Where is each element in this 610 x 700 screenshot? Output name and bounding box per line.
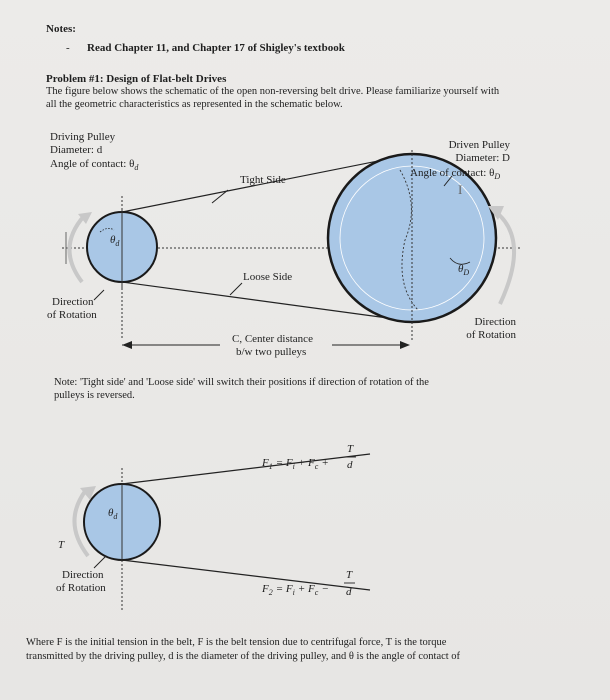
notes-item: Read Chapter 11, and Chapter 17 of Shigley's textbook [87,42,345,54]
driving-dir-leader [94,290,104,300]
driven-pulley-title: Driven Pulley [448,139,510,151]
footer-line-1: Where F is the initial tension in the belt, F is the belt tension due to centrifugal force, T is the torque [26,637,447,648]
f1-equation [261,457,329,471]
problem-text-line-1: The figure below shows the schematic of the open non-reversing belt drive. Please familiarize yourself with [46,86,500,97]
loose-side-leader [230,283,242,295]
force-theta: θ [108,507,114,519]
driven-rotation-arrow [496,212,514,304]
force-dir-leader [94,556,106,568]
center-distance-label-2: b/w two pulleys [236,346,307,358]
driving-pulley-diameter: Diameter: d [50,144,103,156]
f2-fraction-num: T [346,569,353,581]
driven-theta-sub: D [463,268,470,277]
f2-plus: + F [297,583,315,595]
text-cursor-icon: I [458,182,463,197]
f2-lhs: F [262,583,269,595]
f2-equation [261,583,329,597]
f2-rhs: = F [275,583,293,595]
center-distance-label-1: C, Center distance [232,333,313,345]
f1-rhs: = F [275,457,293,469]
notes-heading: Notes: [46,23,76,35]
driving-angle-text: Angle of contact: θ [50,158,135,170]
f1-plus: + F [297,457,315,469]
f2-rhs-sub: i [292,588,295,597]
f1-c-sub: c [314,462,319,471]
f1-plus2: + [321,457,329,469]
note-line-1: Note: 'Tight side' and 'Loose side' will switch their positions if direction of rotation of the [54,377,429,388]
driven-direction-label-2: of Rotation [466,329,516,341]
force-direction-label-1: Direction [62,569,104,581]
driving-direction-label-1: Direction [52,296,94,308]
center-distance-right-arrowhead [400,341,410,349]
driven-pulley-angle [410,167,500,181]
driven-angle-sub: D [494,172,501,181]
footer-line-2: transmitted by the driving pulley, d is the diameter of the driving pulley, and θ is the angle of contact of [26,651,461,662]
force-f1-line [122,454,370,484]
driving-rotation-arrow [69,216,84,282]
torque-label: T [58,539,65,551]
f2-minus: − [321,583,329,595]
f1-lhs: F [262,457,269,469]
driving-theta: θ [110,234,116,246]
loose-side-label: Loose Side [243,271,293,283]
driving-direction-label-2: of Rotation [47,309,97,321]
f1-fraction-den: d [347,459,353,471]
driven-direction-label-1: Direction [474,316,516,328]
driven-theta: θ [458,263,464,275]
driving-pulley-angle [50,158,139,172]
force-f2-line [122,560,370,590]
f2-lhs-sub: 2 [268,588,273,597]
f1-lhs-sub: 1 [268,462,273,471]
center-distance-left-arrowhead [122,341,132,349]
problem-text-line-2: all the geometric characteristics as represented in the schematic below. [46,99,343,110]
f1-rhs-sub: i [292,462,295,471]
problem-title: Problem #1: Design of Flat-belt Drives [46,73,227,85]
driving-theta-sub: d [115,239,120,248]
driving-angle-sub: d [134,163,139,172]
notes-bullet: - [66,42,70,54]
driving-pulley-title: Driving Pulley [50,131,116,143]
driven-angle-text: Angle of contact: θ [410,167,495,179]
driven-pulley-diameter: Diameter: D [455,152,510,164]
force-direction-label-2: of Rotation [56,582,106,594]
force-theta-sub: d [113,512,118,521]
f2-c-sub: c [314,588,319,597]
note-line-2: pulleys is reversed. [54,390,135,401]
f2-fraction-den: d [346,586,352,598]
f1-fraction-num: T [347,443,354,455]
tight-side-label: Tight Side [240,174,286,186]
